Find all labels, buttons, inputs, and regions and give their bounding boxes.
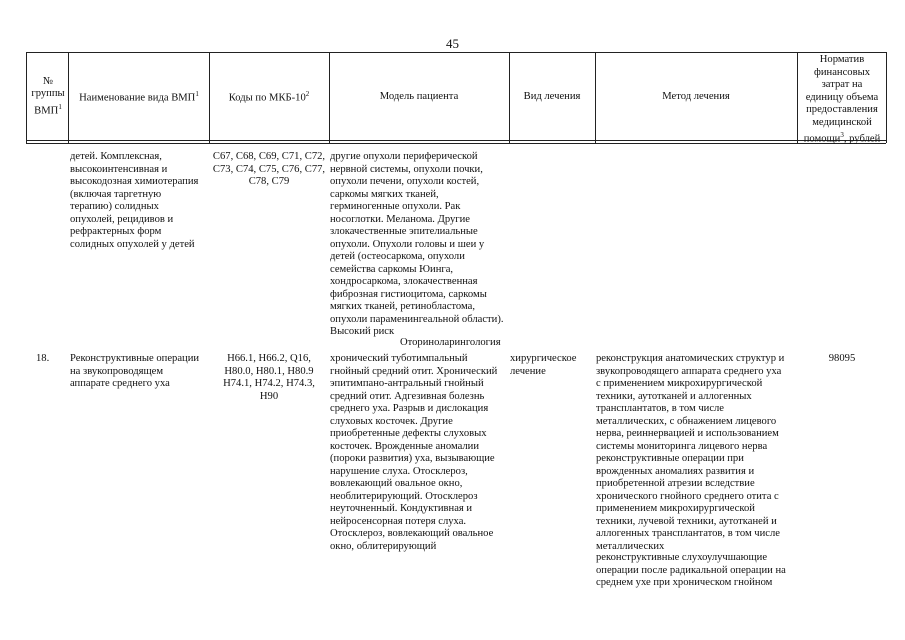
header-cost-norm: Норматив финансовых затрат на единицу объема предоставления медицинской помощи$^3$, рублей [798,54,886,146]
row-18-icd-codes: H66.1, H66.2, Q16, H80.0, H80.1, H80.9 H74.1, H74.2, H74.3, H90 [223,353,315,402]
row-18-vmp-name: Реконструктивные операции на звукопроводящем аппарате среднего уха [70,353,200,389]
page-number: 45 [446,36,459,51]
cont-patient-model: другие опухоли периферической нервной системы, опухоли почки, опухоли печени, опухоли костей, саркомы мягких тканей, герминогенные опухоли. Рак носоглотки. Меланома. Другие злокачественные эпителиальные опухоли. Опухоли головы и шеи у детей (остеосаркома, опухоли семейства саркомы Юинга, хондросаркома, злокачественная фиброзная гистиоцитома, саркомы мягких тканей, ретинобластома, опухоли параменингеальной области). Высокий риск [330,151,504,337]
header-group-no-line1: № [42,75,54,87]
header-group-no-line2: группы [31,88,65,100]
header-group-no [27,54,69,140]
table-right-border [886,52,887,143]
row-18-treatment-type: хирургическое лечение [510,353,577,377]
row-18-cost: 98095 [828,353,856,364]
header-patient-model: Модель пациента [379,90,459,102]
header-vmp-name-text: Наименование вида ВМП$^1$ [79,90,199,105]
header-treatment-method: Метод лечения [662,90,730,102]
header-vmp-name [70,54,208,140]
table-top-border [26,52,886,53]
row-18-method-2: реконструктивные операции при врожденных аномалиях развития и приобретенной атрезии вследствие хронического гнойного среднего отита с применением микрохирургической техники, лучевой техники, аутотканей и аллогенных трансплантатов, в том числе металлических [596,453,780,552]
header-icd-codes-text: Коды по МКБ-$10^2$ [228,90,310,105]
header-group-no-line3: ВМП$^1$ [34,102,62,117]
header-cost-norm-last: помощи$^3$, рублей [803,131,881,145]
row-18-method-1: реконструкция анатомических структур и звукопроводящего аппарата среднего уха с применением микрохирургической техники, аутотканей и аллогенных трансплантатов, в том числе металлических, с обнажением лицевого нерва, реиннервацией и использованием системы мониторинга лицевого нерва [596,353,785,452]
row-18-group-no: 18. [36,353,50,364]
cont-vmp-name: детей. Комплексная, высокоинтенсивная и высокодозная химиотерапия (включая таргетную терапию) солидных опухолей, рецидивов и рефрактерных форм солидных опухолей у детей [70,151,199,250]
header-double-border [26,143,886,144]
header-icd-codes [210,54,328,140]
section-title: Оториноларингология [400,337,501,348]
row-18-patient-model: хронический туботимпальный гнойный средний отит. Хронический эпитимпано-антральный гнойный средний отит. Адгезивная болезнь среднего уха. Разрыв и дислокация слуховых косточек. Другие приобретенные дефекты слуховых косточек. Врожденные аномалии (пороки развития) уха, вызывающие нарушение слуха. Отосклероз, вовлекающий овальное окно, необлитерирующий. Отосклероз неуточненный. Кондуктивная и нейросенсорная потеря слуха. Отосклероз, вовлекающий овальное окно, облитерирующий [330,353,498,552]
header-treatment-type: Вид лечения [523,90,581,102]
row-18-method-3: реконструктивные слухоулучшающие операции после радикальной операции на среднем ухе при хроническом гнойном [596,552,786,588]
cont-icd-codes: C67, C68, C69, C71, C72, C73, C74, C75, C76, C77, C78, C79 [212,151,326,187]
header-bottom-border [26,140,886,141]
